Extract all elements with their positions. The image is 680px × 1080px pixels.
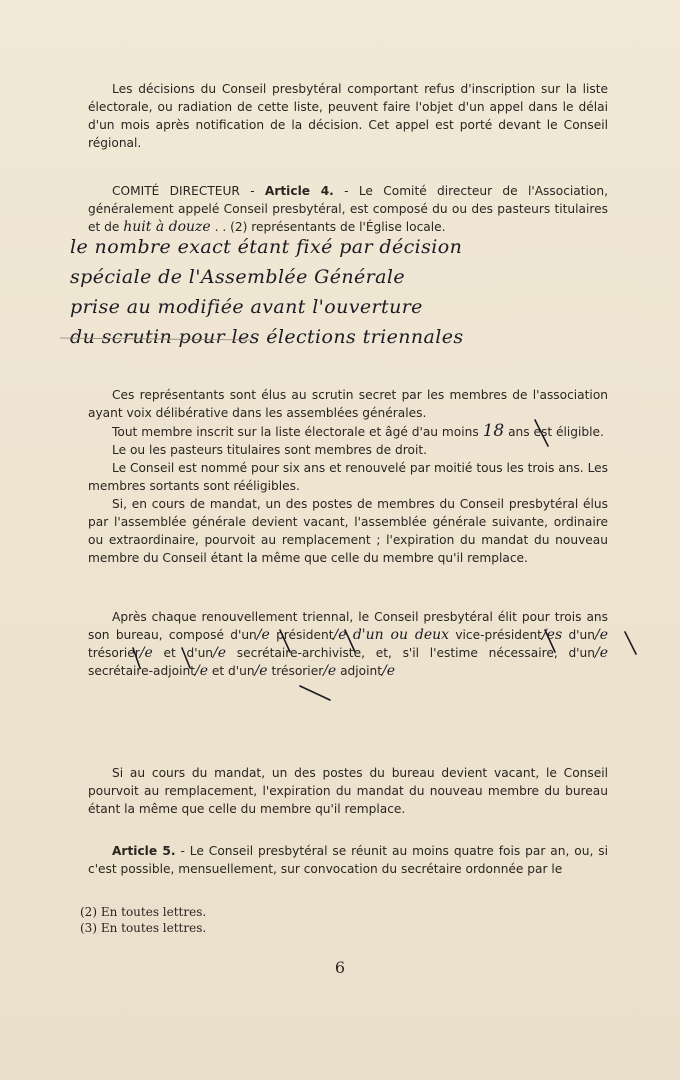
handwritten-line-2: spéciale de l'Assemblée Générale — [70, 266, 405, 288]
footnotes — [80, 904, 206, 936]
article-4-label: Article 4. — [264, 184, 334, 198]
bureau-hw3: d'un ou deux — [352, 627, 450, 643]
bureau-hw10: /e — [254, 663, 268, 679]
bureau-hw4: /es — [541, 627, 563, 643]
representants-section — [88, 386, 608, 567]
paragraph-pasteurs: Le ou les pasteurs titulaires sont membres de droit. — [112, 443, 427, 457]
bureau-hw9: /e — [195, 663, 209, 679]
footnote-2: (2) En toutes lettres. — [80, 905, 207, 919]
handwritten-line-1: le nombre exact étant fixé par décision — [70, 236, 463, 258]
paragraph-mandate: Le Conseil est nommé pour six ans et renouvelé par moitié tous les trois ans. Les membres sortants sont rééligibles. — [88, 461, 608, 493]
handwritten-age: 18 — [482, 421, 505, 441]
paragraph-appeal-text: Les décisions du Conseil presbytéral comportant refus d'inscription sur la liste électorale, ou radiation de cette liste, peuvent faire l'objet d'un appel dans le délai d'un mois après notification de la décision. Cet appel est porté devant le Conseil régional. — [88, 82, 608, 150]
pen-stroke-bureau-7 — [300, 686, 330, 700]
paragraph-eligibility — [88, 422, 608, 441]
paragraph-election: Ces représentants sont élus au scrutin secret par les membres de l'association ayant voix délibérative dans les assemblées générales. — [88, 388, 608, 420]
paragraph-article-5 — [88, 842, 608, 878]
bureau-hw8: /e — [595, 645, 609, 661]
bureau-hw12: /e — [382, 663, 396, 679]
paragraph-bureau — [88, 608, 608, 680]
article-5-label: Article 5. — [112, 844, 176, 858]
bureau-t2: président — [269, 628, 334, 642]
bureau-t5: trésorier — [88, 646, 140, 660]
bureau-t8: secrétaire-adjoint — [88, 664, 195, 678]
handwritten-line-3: prise au modifiée avant l'ouverture — [70, 296, 423, 318]
comite-text-2: . . (2) représentants de l'Église locale. — [210, 220, 446, 234]
bureau-t6: et d'un — [152, 646, 214, 660]
comite-text-1: - Le Comité directeur de l'Association, généralement appelé Conseil presbytéral, est composé du ou des pasteurs titulaires et de — [88, 184, 608, 234]
bureau-hw6: /e — [139, 645, 153, 661]
bureau-vacant-text: Si au cours du mandat, un des postes du bureau devient vacant, le Conseil pourvoit au remplacement, l'expiration du mandat du nouveau membre du bureau étant la même que celle du membre qu'il remplace. — [88, 766, 608, 816]
bureau-text — [88, 608, 608, 680]
article-5-text — [88, 842, 608, 878]
pen-stroke-bureau-4 — [625, 632, 636, 654]
bureau-hw7: /e — [213, 645, 227, 661]
page-number: 6 — [334, 958, 346, 977]
comite-dash: - — [239, 184, 265, 198]
handwritten-note — [70, 232, 660, 352]
comite-heading: COMITÉ DIRECTEUR — [112, 184, 240, 198]
eligibility-text-1: Tout membre inscrit sur la liste électorale et âgé d'au moins — [112, 425, 479, 439]
paragraph-vacancy: Si, en cours de mandat, un des postes de membres du Conseil presbytéral élus par l'assemblée générale devient vacant, l'assemblée générale suivante, ordinaire ou extraordinaire, pourvoit au remplacement ; l'expiration du mandat du nouveau membre du Conseil étant la même que celle du membre qu'il remplace. — [88, 497, 608, 565]
bureau-t7: secrétaire-archiviste, et, s'il l'estime nécessaire, d'un — [226, 646, 595, 660]
paragraph-bureau-vacant — [88, 764, 608, 818]
bureau-hw2: /e — [333, 627, 347, 643]
bureau-t11: adjoint — [336, 664, 383, 678]
bureau-t9: et d'un — [208, 664, 255, 678]
comite-directeur-paragraph — [88, 182, 608, 236]
bureau-hw5: /e — [594, 627, 608, 643]
bureau-t3: vice-président — [449, 628, 542, 642]
bureau-t10: trésorier — [267, 664, 324, 678]
bureau-hw11: /e — [323, 663, 337, 679]
bureau-hw1: /e — [256, 627, 270, 643]
eligibility-text-2: ans est éligible. — [508, 425, 604, 439]
paragraph-appeal — [88, 80, 608, 152]
footnote-3: (3) En toutes lettres. — [80, 921, 207, 935]
bureau-t4: d'un — [562, 628, 595, 642]
handwritten-member-count: huit à douze — [123, 219, 211, 235]
bureau-t1: Après chaque renouvellement triennal, le Conseil presbytéral élit pour trois ans son bureau, composé d'un — [88, 610, 608, 642]
article-5-body: - Le Conseil presbytéral se réunit au moins quatre fois par an, ou, si c'est possible, mensuellement, sur convocation du secrétaire ordonnée par le — [88, 844, 609, 876]
comite-paragraph-text — [88, 182, 608, 236]
handwritten-line-4: du scrutin pour les élections triennales — [70, 326, 464, 348]
